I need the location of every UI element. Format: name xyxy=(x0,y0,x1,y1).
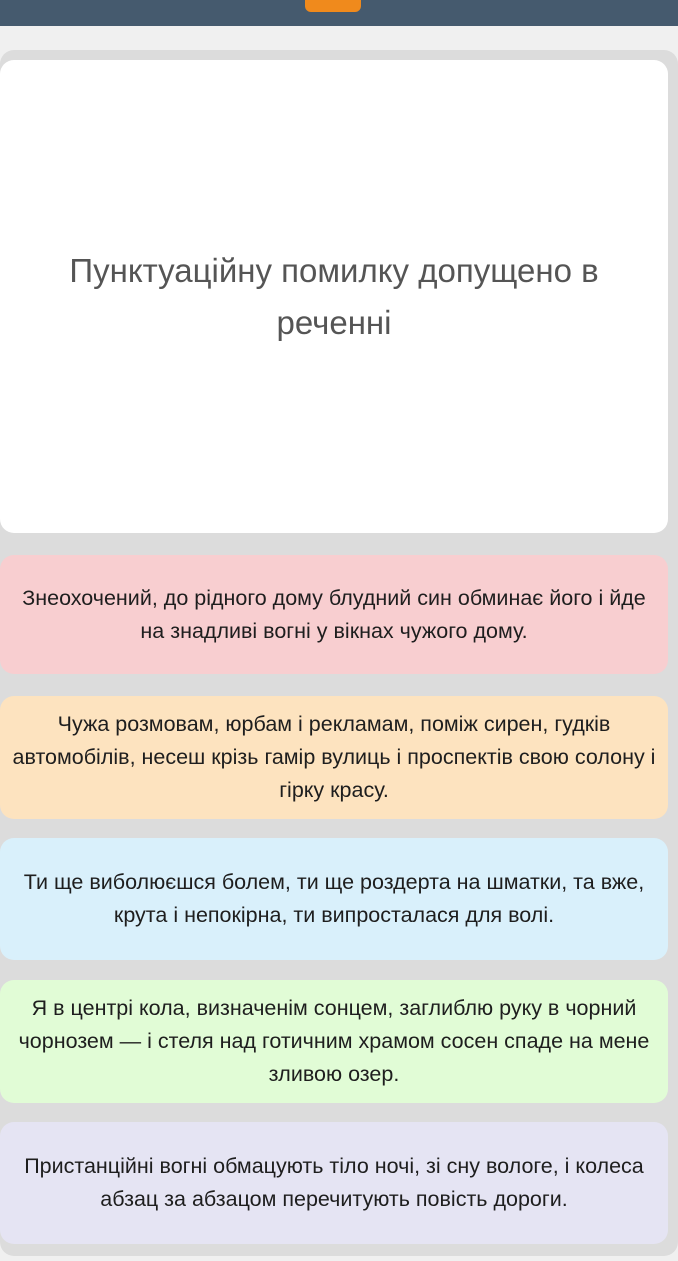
answer-option-4-text: Я в центрі кола, визначенім сонцем, заглиблю руку в чорний чорнозем — і стеля над готичним храмом сосен спаде на мене зливою озер. xyxy=(18,996,650,1086)
bottom-strip xyxy=(0,1256,678,1261)
answer-option-2[interactable] xyxy=(0,696,668,819)
answer-option-3-text: Ти ще виболюєшся болем, ти ще роздерта на шматки, та вже, крута і непокірна, ти випросталася для волі. xyxy=(23,870,645,927)
answer-option-4[interactable] xyxy=(0,980,668,1103)
question-card xyxy=(0,60,668,533)
question-text: Пунктуаційну помилку допущено в реченні xyxy=(69,251,599,341)
answer-option-1[interactable] xyxy=(0,555,668,674)
top-bar xyxy=(0,0,678,26)
header-badge xyxy=(305,0,361,12)
answer-option-3[interactable] xyxy=(0,838,668,960)
answer-option-5-text: Пристанційні вогні обмацують тіло ночі, зі сну вологе, і колеса абзац за абзацом перечитують повість дороги. xyxy=(24,1154,644,1211)
answer-option-1-text: Знеохочений, до рідного дому блудний син обминає його і йде на знадливі вогні у вікнах чужого дому. xyxy=(22,585,646,643)
answer-option-5[interactable] xyxy=(0,1122,668,1244)
answer-option-2-text: Чужа розмовам, юрбам і рекламам, поміж сирен, гудків автомобілів, несеш крізь гамір вулиць і проспектів свою солону і гірку красу. xyxy=(12,712,656,802)
